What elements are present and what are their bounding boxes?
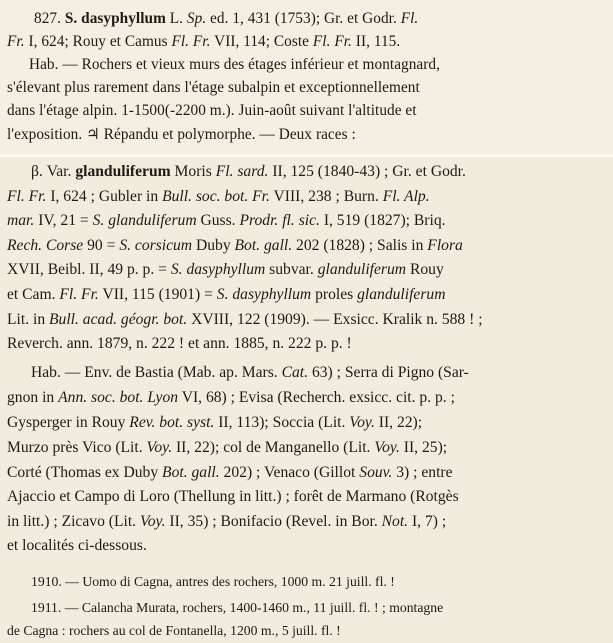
var-line-5 <box>7 262 444 278</box>
text-run: Rouy <box>406 261 444 278</box>
var-line-7 <box>7 312 483 328</box>
text-run: Fl. <box>400 10 419 27</box>
text-run: Gysperger in Rouy <box>7 414 130 431</box>
text-run: VIII, 238 ; Burn. <box>269 188 383 205</box>
locality-1911-line-1 <box>31 601 443 615</box>
text-run: Flora <box>427 237 463 254</box>
text-run: de Cagna : rochers au col de Fontanella, 1200 m., 5 juill. fl. ! <box>7 623 341 638</box>
text-run: et Cam. <box>7 286 60 303</box>
text-run: 90 = <box>83 237 120 254</box>
entry-827-line-3 <box>29 57 440 72</box>
text-run: IV, 21 = <box>34 212 93 229</box>
text-run: II, 22); col de Manganello (Lit. <box>172 439 375 456</box>
text-run: Bot. gall. <box>234 237 293 254</box>
text-run: I, 624; Rouy et Camus <box>24 33 172 50</box>
text-run: I, 519 (1827); Briq. <box>319 212 446 229</box>
text-run: Not. <box>381 513 409 530</box>
text-run: 63) ; Serra di Pigno (Sar- <box>308 364 469 381</box>
text-run: S. corsicum <box>119 237 193 254</box>
text-run: Bull. soc. bot. Fr. <box>162 188 270 205</box>
text-run: Fr. <box>7 33 25 50</box>
text-run: Fl. Alp. <box>382 188 430 205</box>
text-run: VI, 68) ; Evisa (Recherch. exsicc. cit. p. p. ; <box>178 389 455 406</box>
text-run: et localités ci-dessous. <box>7 537 147 554</box>
text-run: mar. <box>7 212 35 229</box>
text-run: Fl. Fr. <box>59 286 99 303</box>
text-run: Ann. soc. bot. Lyon <box>58 389 179 406</box>
hab-line-5 <box>7 465 453 481</box>
var-line-2 <box>7 189 430 205</box>
text-run: Cat. <box>281 364 309 381</box>
text-run: 3) ; entre <box>392 464 453 481</box>
text-run: S. glanduliferum <box>92 212 197 229</box>
text-run: 202 (1828) ; Salis in <box>292 237 428 254</box>
text-run: Voy. <box>139 513 166 530</box>
text-run: L. <box>165 10 187 27</box>
text-run: Guss. <box>196 212 240 229</box>
text-run: Moris <box>170 163 216 180</box>
text-run: II, 115. <box>351 33 401 50</box>
hab-line-6 <box>7 489 459 505</box>
text-run: I, 7) ; <box>408 513 447 530</box>
text-run: Fl. Fr. <box>171 33 211 50</box>
text-run: glanduliferum <box>75 163 171 180</box>
entry-827-line-6 <box>7 127 356 142</box>
var-glanduliferum-block <box>0 157 613 643</box>
text-run: Ajaccio et Campo di Loro (Thellung in litt.) ; forêt de Marmano (Rotgès <box>7 488 459 505</box>
text-run: II, 125 (1840-43) ; Gr. et Godr. <box>268 163 466 180</box>
text-run: Lit. in <box>7 311 50 328</box>
text-run: Hab. — Env. de Bastia (Mab. ap. Mars. <box>31 364 282 381</box>
locality-1910 <box>31 575 395 589</box>
text-run: in litt.) ; Zicavo (Lit. <box>7 513 140 530</box>
text-run: II, 22); <box>374 414 423 431</box>
text-run: Corté (Thomas ex Duby <box>7 464 163 481</box>
text-run: Voy. <box>349 414 375 431</box>
text-run: Rev. bot. syst. <box>129 414 215 431</box>
text-run: Rech. Corse <box>7 237 84 254</box>
text-run: Bull. acad. géogr. bot. <box>49 311 188 328</box>
var-line-4 <box>7 238 463 254</box>
hab-line-8 <box>7 538 147 554</box>
text-run: Sp. <box>186 10 207 27</box>
text-run: gnon in <box>7 389 59 406</box>
text-run: S. dasyphyllum <box>64 10 166 27</box>
text-run: Fl. Fr. <box>312 33 352 50</box>
text-run: Voy. <box>146 439 173 456</box>
text-run: Fl. Fr. <box>7 188 47 205</box>
locality-1911-line-2 <box>7 624 341 638</box>
text-run: Murzo près Vico (Lit. <box>7 439 147 456</box>
text-run: Reverch. ann. 1879, n. 222 ! et ann. 1885, n. 222 p. p. ! <box>7 335 352 352</box>
text-run: Prodr. fl. sic. <box>239 212 320 229</box>
var-line-1 <box>31 164 466 180</box>
text-run: dans l'étage alpin. 1-1500(-2200 m.). Juin-août suivant l'altitude et <box>7 102 417 119</box>
text-run: II, 113); Soccia (Lit. <box>214 414 350 431</box>
text-run: glanduliferum <box>357 286 446 303</box>
text-run: β. Var. <box>31 163 76 180</box>
text-run: 1910. — Uomo di Cagna, antres des rochers, 1000 m. 21 juill. fl. ! <box>31 574 395 589</box>
text-run: Voy. <box>374 439 400 456</box>
text-run: ed. 1, 431 (1753); Gr. et Godr. <box>206 10 401 27</box>
hab-line-4 <box>7 440 447 456</box>
var-line-3 <box>7 213 446 229</box>
text-run: XVII, Beibl. II, 49 p. p. = <box>7 261 171 278</box>
text-run: Bot. gall. <box>162 464 220 481</box>
hab-line-7 <box>7 514 446 530</box>
text-run: Souv. <box>359 464 393 481</box>
text-run: VII, 114; Coste <box>210 33 313 50</box>
text-run: subvar. <box>265 261 318 278</box>
var-line-6 <box>7 287 445 303</box>
text-run: S. dasyphyllum <box>216 286 312 303</box>
text-run: 827. <box>34 10 65 27</box>
entry-827-line-1 <box>34 11 418 26</box>
text-run: S. dasyphyllum <box>170 261 266 278</box>
entry-827-block <box>0 0 613 155</box>
entry-827-line-5 <box>7 103 417 118</box>
entry-827-line-2 <box>7 34 400 49</box>
text-run: 1911. — Calancha Murata, rochers, 1400-1460 m., 11 juill. fl. ! ; montagne <box>31 600 444 615</box>
text-run: l'exposition. ♃ Répandu et polymorphe. — Deux races : <box>7 126 356 143</box>
text-run: 202) ; Venaco (Gillot <box>219 464 360 481</box>
hab-line-1 <box>31 365 469 381</box>
text-run: glanduliferum <box>317 261 407 278</box>
text-run: II, 25); <box>399 439 448 456</box>
hab-line-3 <box>7 415 422 431</box>
var-line-8 <box>7 336 352 352</box>
text-run: XVIII, 122 (1909). — Exsicc. Kralik n. 588 ! ; <box>187 311 483 328</box>
text-run: II, 35) ; Bonifacio (Revel. in Bor. <box>165 513 382 530</box>
text-run: Duby <box>192 237 235 254</box>
text-run: s'élevant plus rarement dans l'étage subalpin et exceptionnellement <box>7 79 420 96</box>
text-run: I, 624 ; Gubler in <box>46 188 163 205</box>
entry-827-line-4 <box>7 80 420 95</box>
text-run: Fl. sard. <box>215 163 269 180</box>
text-run: proles <box>311 286 358 303</box>
hab-line-2 <box>7 390 455 406</box>
text-run: VII, 115 (1901) = <box>98 286 217 303</box>
text-run: Hab. — Rochers et vieux murs des étages inférieur et montagnard, <box>29 56 440 73</box>
